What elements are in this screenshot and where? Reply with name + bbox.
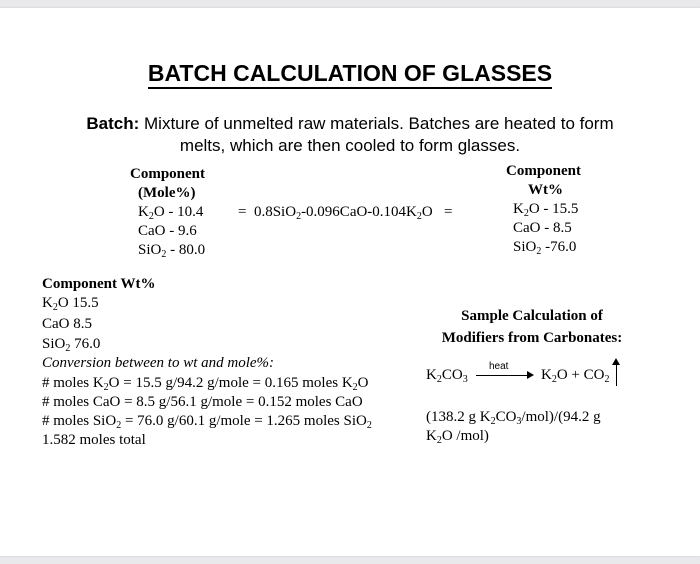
batch-term: Batch: (86, 114, 140, 133)
arrow-head-icon (527, 371, 534, 379)
mole-percent-block: Component (Mole%) $K_2O - 10.4$ CaO - 9.6 SiO$_2$ - 80.0 (130, 166, 206, 260)
slide (0, 8, 700, 556)
moles-k2o-line: # moles $K_2O = 15.5$ g/94.2 g/mole = 0.165 moles $K_2O$ (42, 375, 369, 393)
mole-row-cao: CaO - 9.6 (138, 223, 197, 239)
sample-heading: Sample Calculation of Modifiers from Carbonates: (441, 308, 623, 346)
wt-row-k2o: $K_2O - 15.5$ (513, 201, 579, 219)
heat-label: heat (489, 361, 509, 372)
reaction-arrow (476, 375, 531, 376)
wt-percent-block: Component Wt% $K_2O - 15.5$ CaO - 8.5 SiO$_2$ -76.0 (506, 163, 582, 257)
sample-calculation: (138.2 g $K_2CO_3/mol)/(94.2$ g $K_2O$ /mol) (426, 409, 601, 446)
carbonate-products: $K_2O + CO_2$ (541, 367, 610, 385)
intro-text: Batch: Mixture of unmelted raw materials. Batches are heated to form melts, which are then cooled to form glasses. (86, 114, 614, 155)
conversion-block: Component Wt% $K_2O$ 15.5 CaO 8.5 SiO$_2$ 76.0 Conversion between to wt and mole%: # moles $K_2O = 15.5$ g/94.2 g/mole = 0.165 moles $K_2O$ # moles CaO = 8.5 g/56.1 g/mole = 0.152 moles CaO # moles SiO$_2$ = 76.0 g/60.1 g/mole = 1.265 moles SiO$_2$ 1.582 moles total (42, 276, 372, 448)
moles-total: 1.582 moles total (42, 432, 146, 448)
gas-arrow-up-icon (612, 358, 620, 365)
composition-equation: = $0.8SiO_2-0.096CaO-0.104K_2O$ = (238, 204, 453, 222)
wt-row-sio2: SiO$_2$ -76.0 (513, 239, 577, 257)
gas-arrow (616, 364, 617, 386)
page-title: BATCH CALCULATION OF GLASSES (0, 60, 700, 87)
mole-row-k2o: $K_2O - 10.4$ (138, 204, 204, 222)
mole-row-sio2: SiO$_2$ - 80.0 (138, 242, 206, 260)
moles-sio2-line: # moles SiO$_2$ = 76.0 g/60.1 g/mole = 1.265 moles SiO$_2$ (42, 413, 372, 431)
wt-sio2: SiO$_2$ 76.0 (42, 336, 101, 354)
moles-cao-line: # moles CaO = 8.5 g/56.1 g/mole = 0.152 moles CaO (42, 394, 363, 410)
carbonate-reactant: $K_2CO_3$ (426, 367, 468, 385)
wt-k2o: $K_2O$ 15.5 (42, 295, 99, 313)
wt-row-cao: CaO - 8.5 (513, 220, 572, 236)
